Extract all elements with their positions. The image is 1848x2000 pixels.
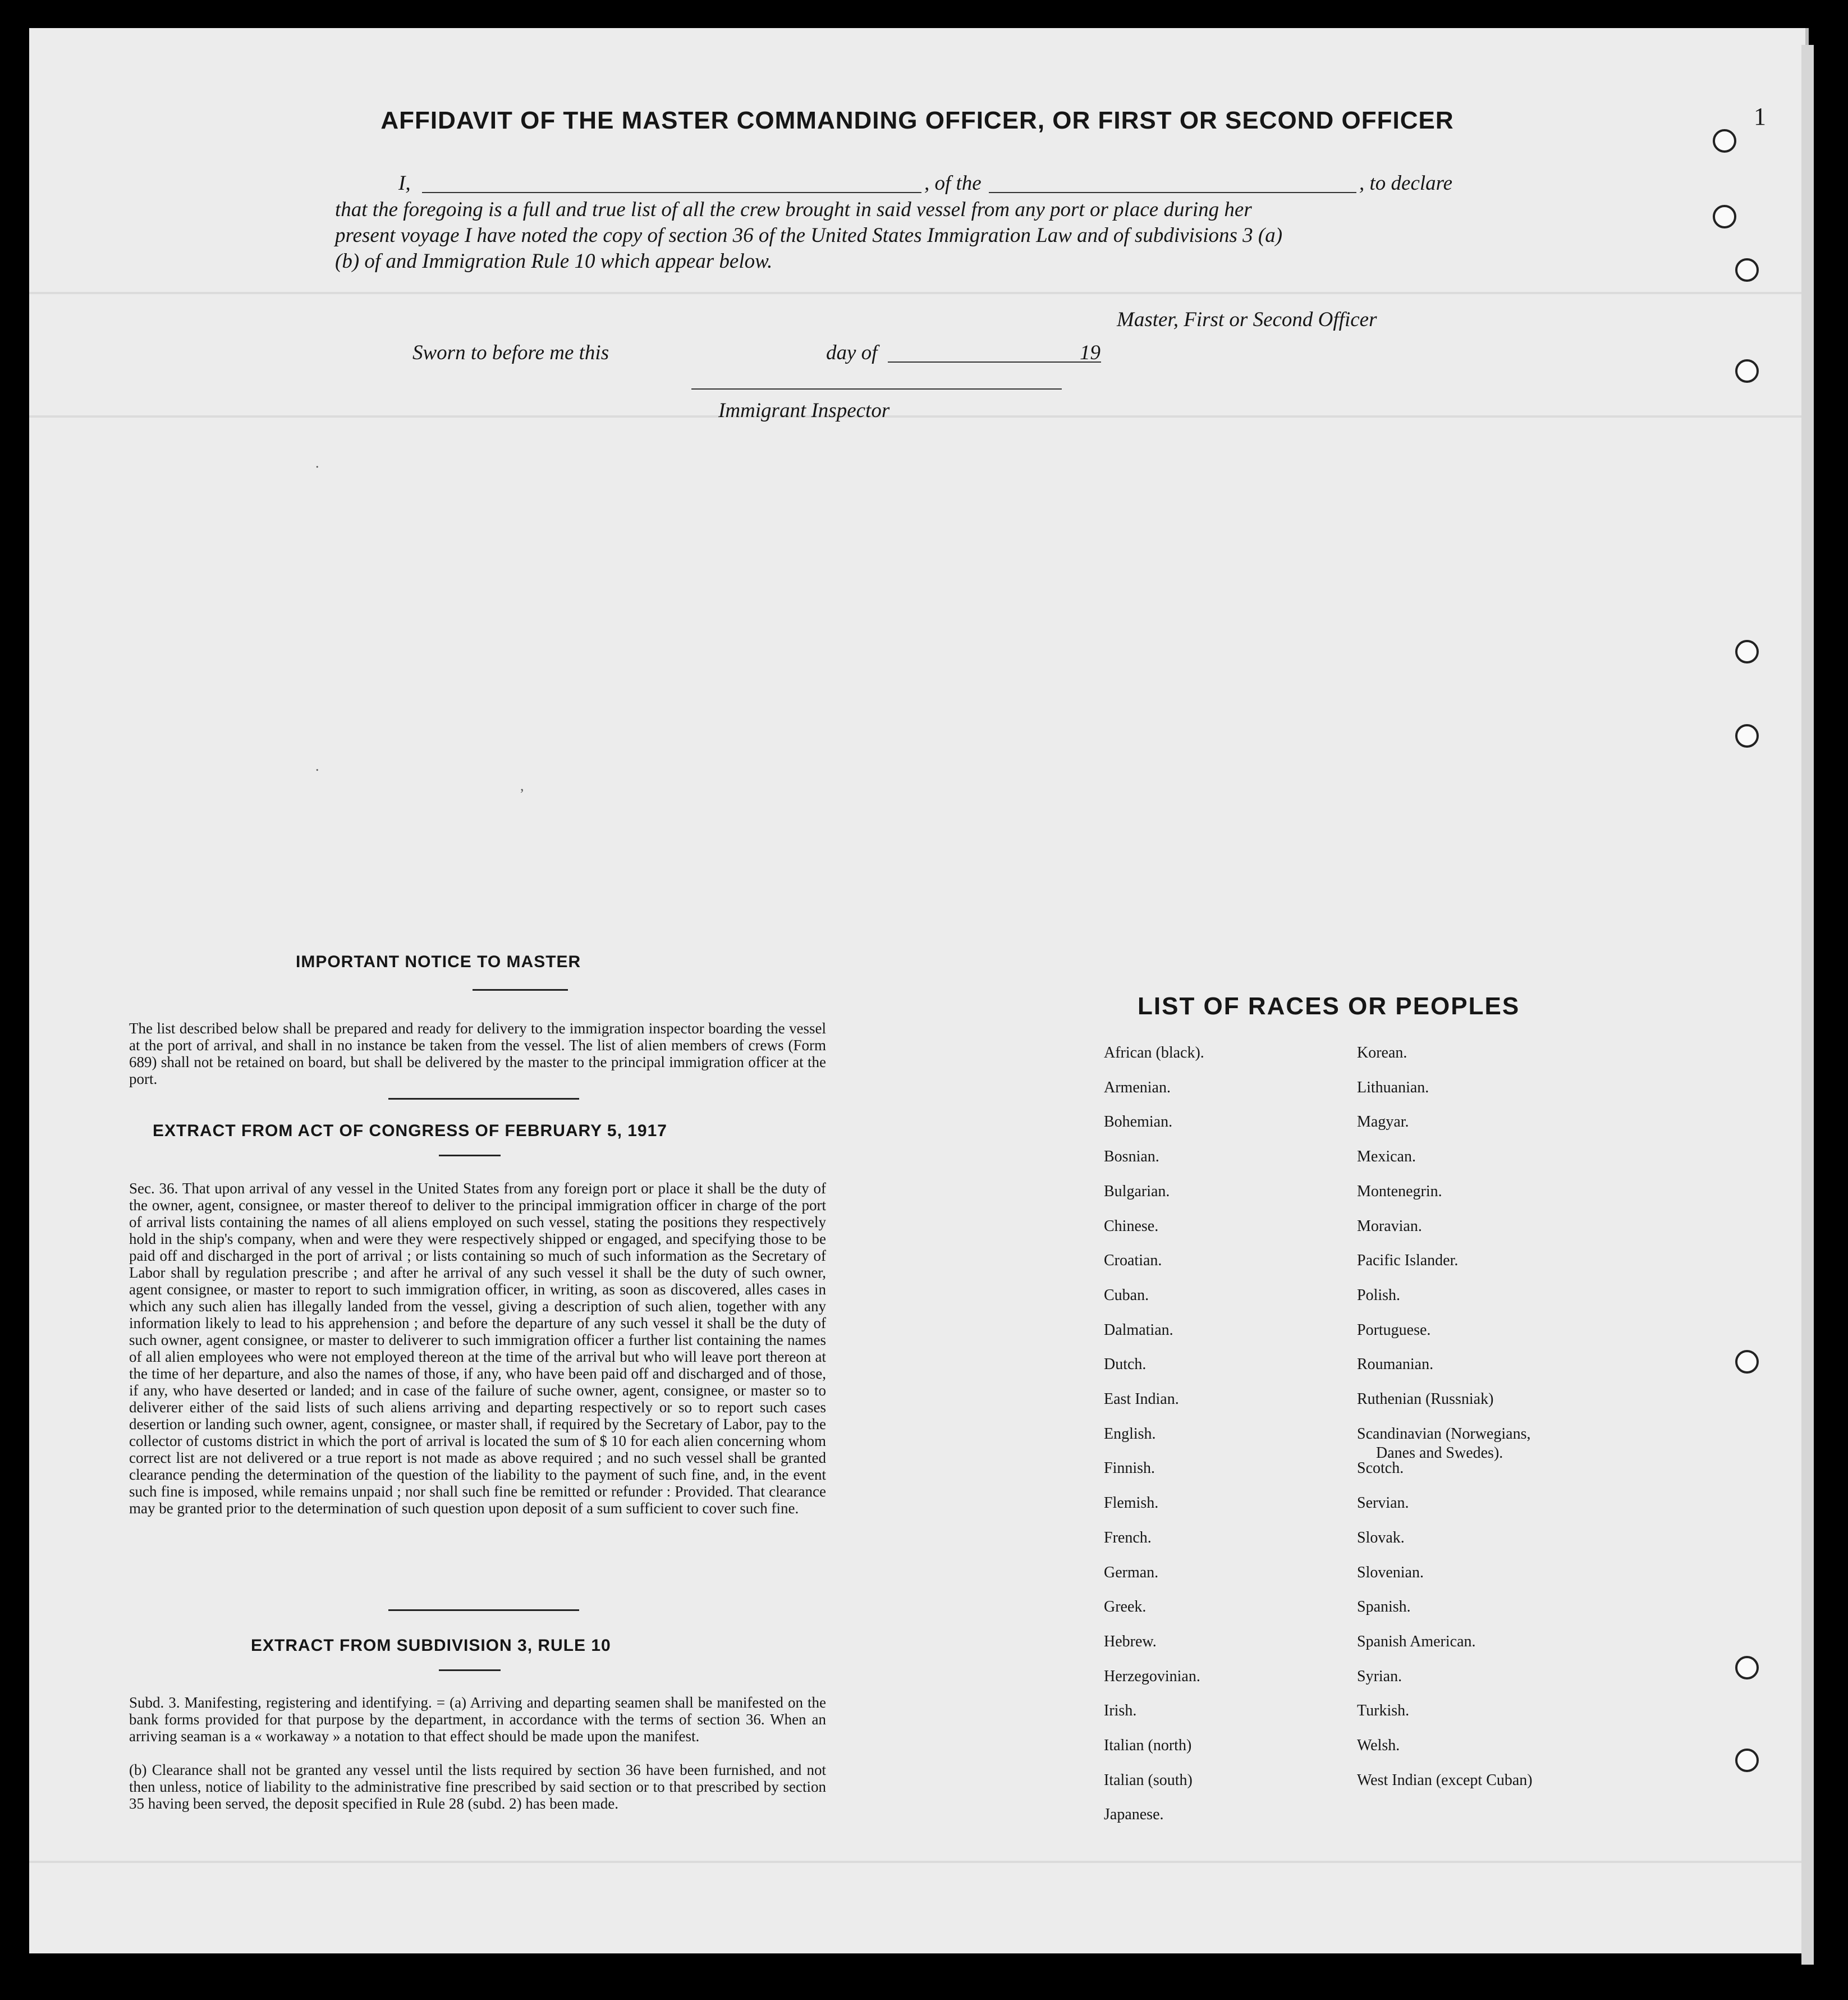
- race-item: Welsh.: [1357, 1737, 1400, 1754]
- rule-heading-rule: [439, 1669, 501, 1671]
- affidavit-line1-of: , of the: [924, 172, 982, 195]
- race-item: Cuban.: [1104, 1286, 1149, 1304]
- bleed-through-rule: [29, 1861, 1805, 1863]
- race-item: Roumanian.: [1357, 1356, 1434, 1374]
- race-item: Mexican.: [1357, 1148, 1416, 1166]
- binder-hole: [1735, 1350, 1759, 1374]
- declarant-name-field[interactable]: [422, 192, 921, 193]
- ditto-mark: .: [315, 758, 319, 774]
- year-prefix: 19: [1080, 341, 1100, 364]
- race-item: German.: [1104, 1563, 1159, 1581]
- inspector-signature-field[interactable]: [691, 388, 1062, 390]
- race-item: Bosnian.: [1104, 1148, 1159, 1166]
- race-item: Greek.: [1104, 1598, 1147, 1616]
- race-item: English.: [1104, 1425, 1156, 1443]
- race-item: Japanese.: [1104, 1806, 1164, 1824]
- race-item: Finnish.: [1104, 1459, 1155, 1477]
- race-item: Scotch.: [1357, 1459, 1404, 1477]
- binder-hole: [1713, 205, 1736, 228]
- race-item: Slovenian.: [1357, 1563, 1424, 1581]
- ditto-mark: .: [315, 455, 319, 471]
- affidavit-line1-declare: , to declare: [1359, 172, 1453, 195]
- race-item: Flemish.: [1104, 1494, 1159, 1512]
- races-heading: LIST OF RACES OR PEOPLES: [1138, 992, 1520, 1020]
- race-item: Croatian.: [1104, 1252, 1162, 1270]
- binder-hole: [1735, 359, 1759, 383]
- race-item: French.: [1104, 1528, 1152, 1546]
- binder-hole: [1735, 258, 1759, 282]
- binder-hole: [1735, 640, 1759, 663]
- notice-heading-rule: [473, 989, 568, 991]
- race-item: Italian (north): [1104, 1737, 1192, 1754]
- race-item: Dutch.: [1104, 1356, 1147, 1374]
- race-item: Turkish.: [1357, 1702, 1410, 1720]
- race-item: Bohemian.: [1104, 1113, 1173, 1131]
- race-item: Bulgarian.: [1104, 1182, 1170, 1200]
- race-item: Slovak.: [1357, 1528, 1405, 1546]
- race-item-continuation: Danes and Swedes).: [1376, 1444, 1503, 1462]
- notice-divider: [388, 1098, 579, 1100]
- race-item: Chinese.: [1104, 1217, 1159, 1235]
- act-body: Sec. 36. That upon arrival of any vessel in the United States from any foreign port or place it shall be the duty of the owner, agent, consignee, or master thereof to deliver to the principal immigration officer in charge of the port of arrival lists containing the names of all aliens employed on such vessel, stating the positions they respectively hold in the ship's company, when and were they were respectively shipped or engaged, and specifying those to be paid off and discharged in the port of arrival ; or lists containing so much of such information as the Secretary of Labor shall by regulation prescribe ; and after he arrival of any such vessel it shall be the duty of such owner, agent consignee, or master to report to such immigration officer, in writing, as soon as discovered, alles cases in which any such alien has illegally landed from the vessel, giving a description of such alien, together with any information likely to lead to his apprehension ; and before the departure of any such vessel it shall be the duty of such owner, agent consignee, or master to deliverer to such immigration officer a further list containing the names of all alien employees who were not employed thereon at the time of the arrival but who will leave port thereon at the time of her departure, and also the names of those, if any, who have been paid off and discharged and of those, if any, who have deserted or landed; and in case of the failure of suche owner, agent, consignee, or master so to deliverer either of the said lists of such aliens arriving and departing respectively or so to report such cases desertion or landing such owner, agent, consignee, or master shall, if required by the Secretary of Labor, pay to the collector of customs district in which the port of arrival is located the sum of $ 10 for each alien concerning whom correct list are not delivered or a true report is not made as above required ; and no such vessel shall be granted clearance pending the determination of the question of the liability to the payment of such fine, and, in the event such fine is imposed, while remains unpaid ; nor shall such fine be remitted or refunder : Provided. That clearance may be granted prior to the determination of such question upon deposit of a sum sufficient to cover such fine.: [129, 1180, 826, 1517]
- race-item: African (black).: [1104, 1044, 1204, 1061]
- signature-label: Master, First or Second Officer: [1117, 308, 1377, 331]
- sworn-text: Sworn to before me this: [412, 341, 609, 364]
- affidavit-line1-i: I,: [398, 172, 411, 195]
- affidavit-line4: (b) of and Immigration Rule 10 which appear below.: [335, 250, 773, 273]
- document-page: [29, 28, 1809, 1953]
- race-item: Moravian.: [1357, 1217, 1422, 1235]
- race-item: Irish.: [1104, 1702, 1137, 1720]
- page-edge: [1801, 45, 1814, 1965]
- race-item: Portuguese.: [1357, 1321, 1431, 1339]
- page-mark: 1: [1754, 103, 1766, 130]
- inspector-label: Immigrant Inspector: [718, 399, 890, 422]
- race-item: Armenian.: [1104, 1078, 1171, 1096]
- race-item: Montenegrin.: [1357, 1182, 1442, 1200]
- race-item: Spanish American.: [1357, 1632, 1476, 1650]
- race-item: Ruthenian (Russniak): [1357, 1390, 1494, 1408]
- binder-hole: [1735, 724, 1759, 748]
- binder-hole: [1713, 129, 1736, 153]
- race-item: Pacific Islander.: [1357, 1252, 1459, 1270]
- bleed-through-rule: [29, 415, 1805, 418]
- binder-hole: [1735, 1656, 1759, 1679]
- act-divider: [388, 1609, 579, 1611]
- bleed-through-rule: [29, 292, 1805, 294]
- race-item: West Indian (except Cuban): [1357, 1771, 1533, 1789]
- race-item: Hebrew.: [1104, 1632, 1157, 1650]
- rule-body-a: Subd. 3. Manifesting, registering and identifying. = (a) Arriving and departing seamen shall be manifested on the bank forms provided for that purpose by the department, in accordance with the terms of section 36. When an arriving seaman is a « workaway » a notation to that effect should be made upon the manifest.: [129, 1694, 826, 1745]
- race-item: Spanish.: [1357, 1598, 1411, 1616]
- race-item: East Indian.: [1104, 1390, 1179, 1408]
- date-field[interactable]: [888, 361, 1101, 363]
- binder-hole: [1735, 1749, 1759, 1772]
- race-item: Scandinavian (Norwegians,: [1357, 1425, 1531, 1443]
- race-item: Italian (south): [1104, 1771, 1193, 1789]
- act-heading: EXTRACT FROM ACT OF CONGRESS OF FEBRUARY 5, 1917: [153, 1122, 667, 1140]
- vessel-name-field[interactable]: [989, 192, 1356, 193]
- race-item: Herzegovinian.: [1104, 1667, 1200, 1685]
- day-of-text: day of: [826, 341, 878, 364]
- rule-heading: EXTRACT FROM SUBDIVISION 3, RULE 10: [251, 1636, 611, 1655]
- race-item: Dalmatian.: [1104, 1321, 1173, 1339]
- race-item: Servian.: [1357, 1494, 1409, 1512]
- notice-heading: IMPORTANT NOTICE TO MASTER: [296, 953, 581, 971]
- race-item: Syrian.: [1357, 1667, 1402, 1685]
- affidavit-line3: present voyage I have noted the copy of section 36 of the United States Immigration Law and of subdivisions 3 (a): [335, 224, 1283, 247]
- act-heading-rule: [439, 1155, 501, 1156]
- race-item: Lithuanian.: [1357, 1078, 1429, 1096]
- affidavit-line2: that the foregoing is a full and true list of all the crew brought in said vessel from any port or place during her: [335, 198, 1252, 221]
- race-item: Polish.: [1357, 1286, 1401, 1304]
- rule-body-b: (b) Clearance shall not be granted any vessel until the lists required by section 36 have been furnished, and not then unless, notice of liability to the administrative fine prescribed by said section or to that prescribed by section 35 having been served, the deposit specified in Rule 28 (subd. 2) has been made.: [129, 1761, 826, 1812]
- race-item: Korean.: [1357, 1044, 1407, 1061]
- ditto-mark: ,: [520, 777, 524, 794]
- race-item: Magyar.: [1357, 1113, 1409, 1131]
- affidavit-title: AFFIDAVIT OF THE MASTER COMMANDING OFFICER, OR FIRST OR SECOND OFFICER: [380, 107, 1454, 134]
- notice-body: The list described below shall be prepared and ready for delivery to the immigration inspector boarding the vessel at the port of arrival, and shall in no instance be taken from the vessel. The list of alien members of crews (Form 689) shall not be retained on board, but shall be delivered by the master to the principal immigration officer at the port.: [129, 1020, 826, 1087]
